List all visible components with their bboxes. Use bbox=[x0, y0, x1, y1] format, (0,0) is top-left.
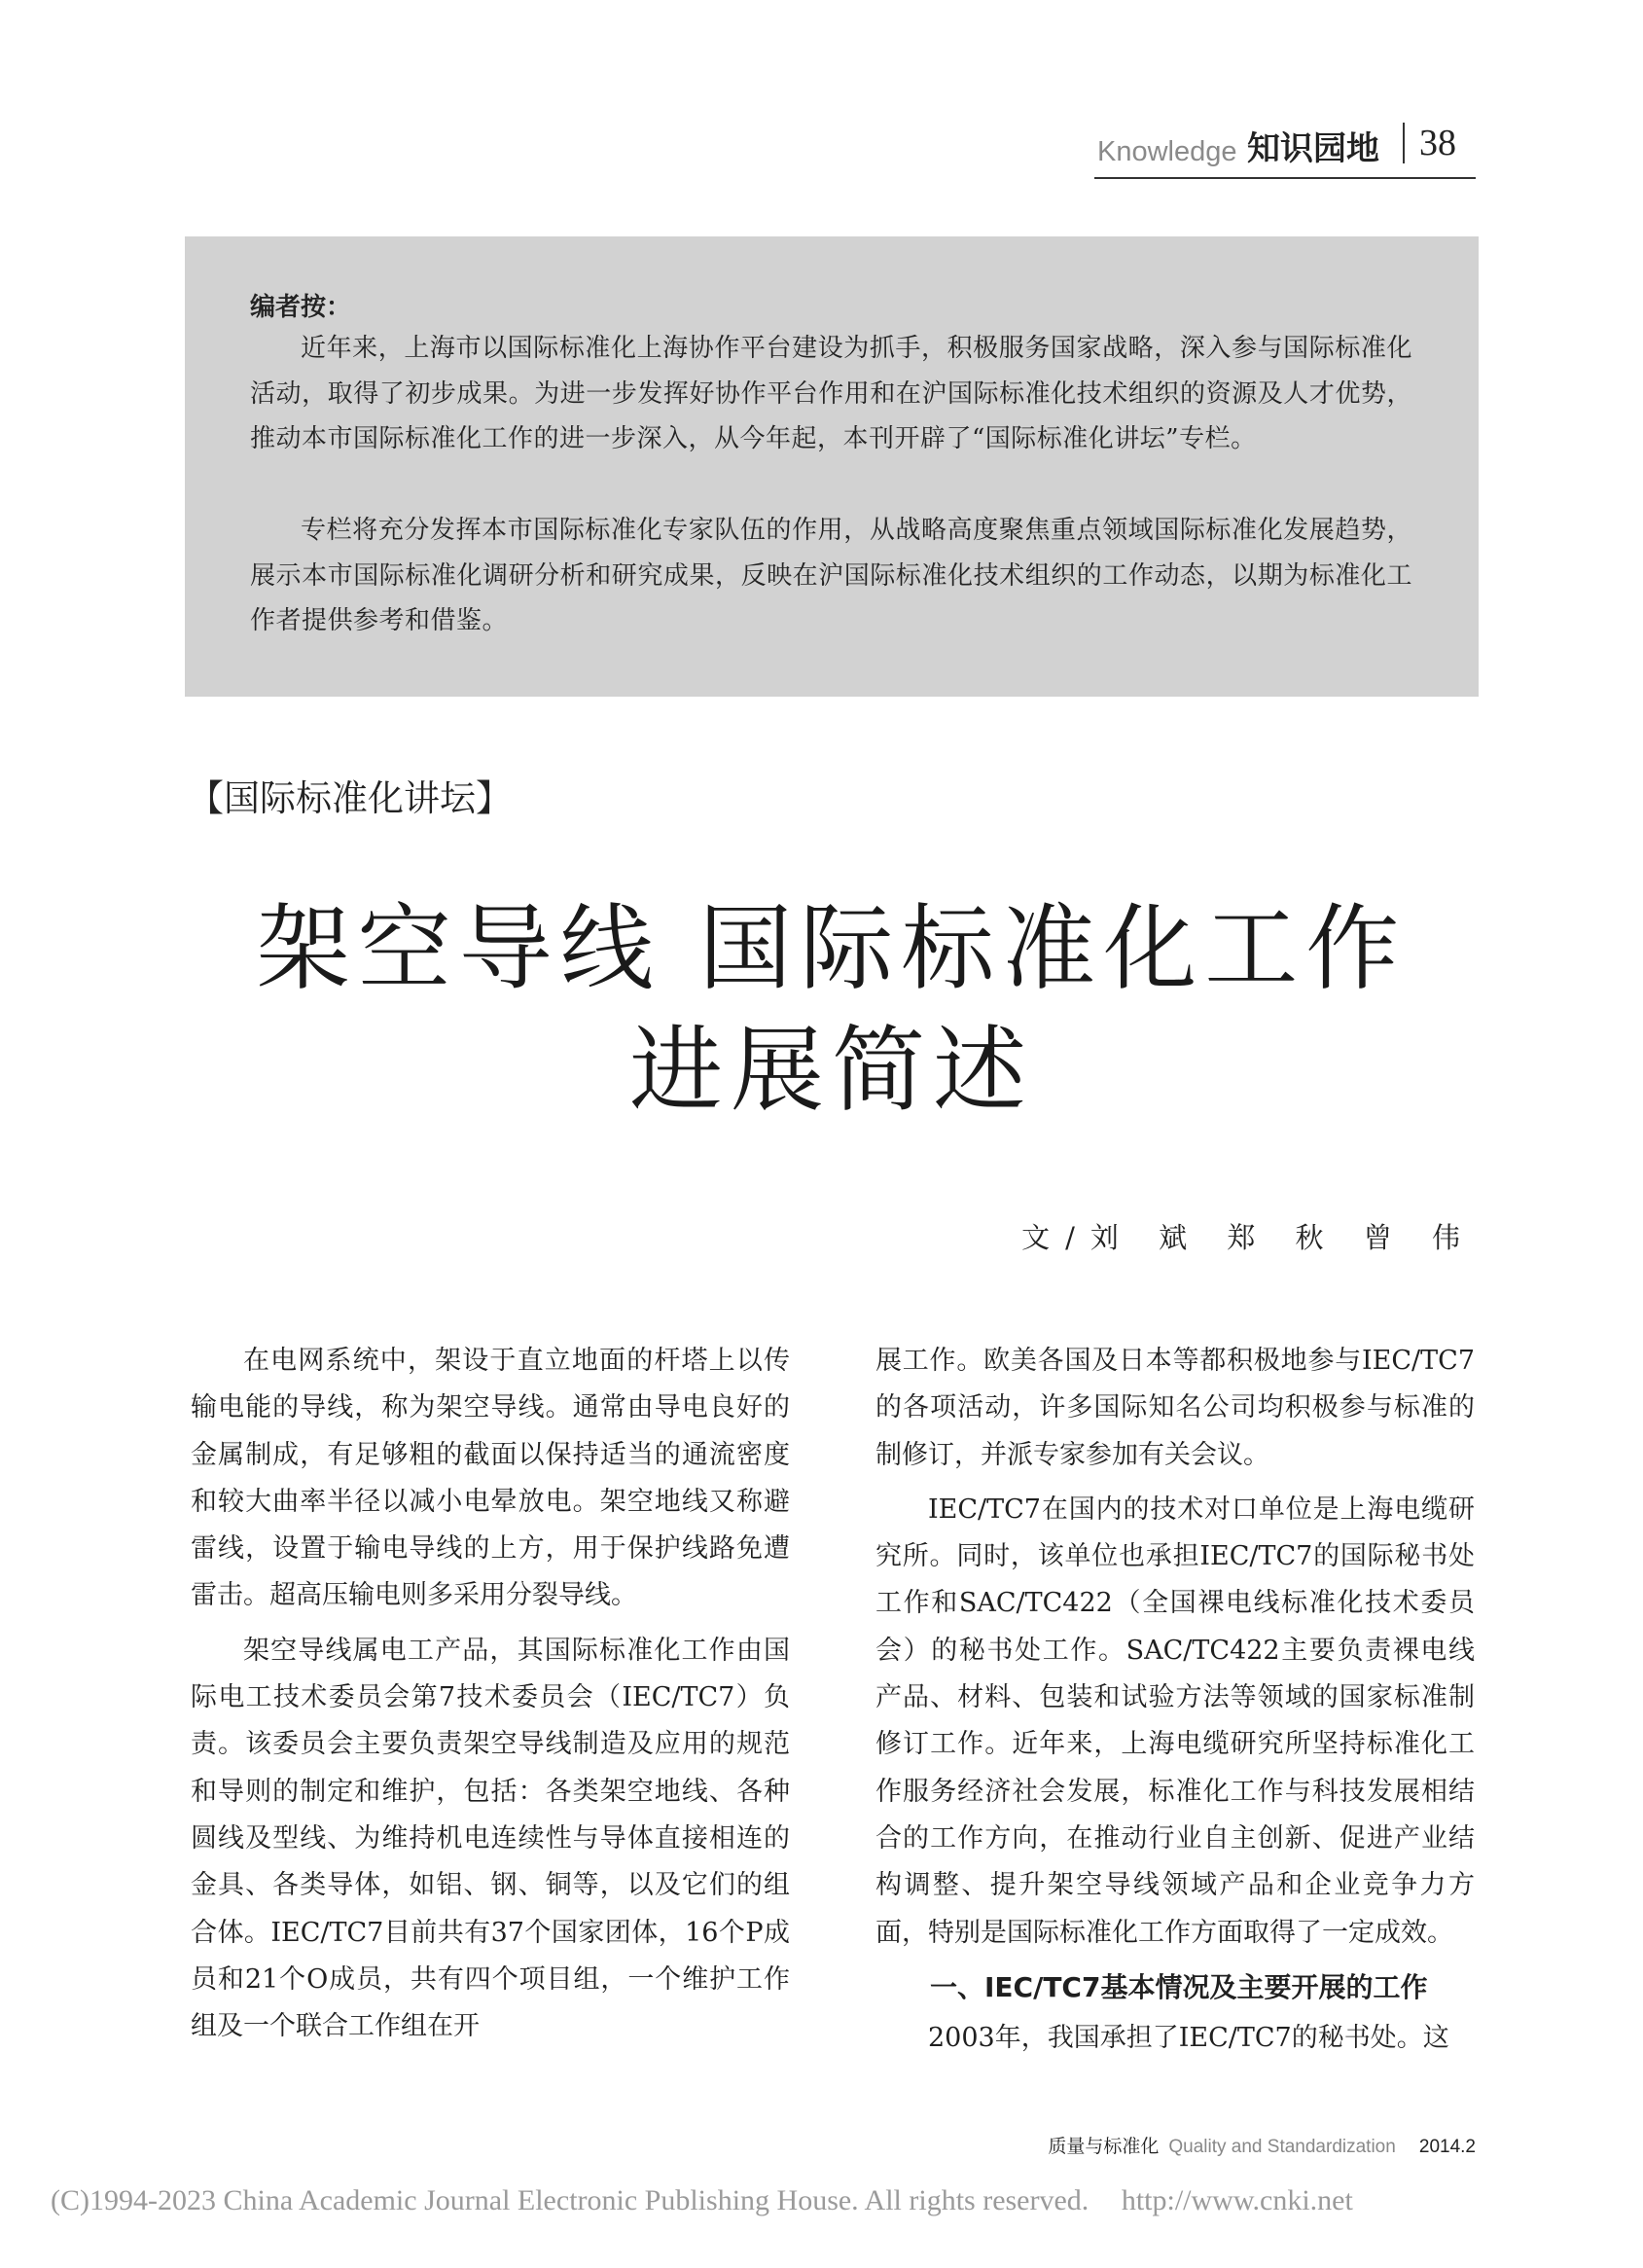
byline: 文/刘 斌 郑 秋 曾 伟 bbox=[1021, 1221, 1476, 1254]
copyright-url: http://www.cnki.net bbox=[1121, 2184, 1353, 2216]
footer-journal bbox=[1048, 2132, 1476, 2158]
article-title-line-1: 架空导线 国际标准化工作 bbox=[256, 894, 1408, 1003]
journal-issue: 2014.2 bbox=[1418, 2137, 1476, 2157]
journal-name-en: Quality and Standardization bbox=[1168, 2137, 1396, 2157]
body-paragraph: 在电网系统中，架设于直立地面的杆塔上以传输电能的导线，称为架空导线。通常由导电良好的金属制成，有足够粗的截面以保持适当的通流密度和较大曲率半径以减小电晕放电。架空地线又称避雷线，设置于输电导线的上方，用于保护线路免遭雷击。超高压输电则多采用分裂导线。 bbox=[191, 1346, 790, 1611]
page-header bbox=[1094, 115, 1476, 179]
editor-note-title: 编者按： bbox=[250, 293, 352, 322]
body-column-right bbox=[875, 1338, 1475, 2070]
body-paragraph: 架空导线属电工产品，其国际标准化工作由国际电工技术委员会第7技术委员会（IEC/TC7）负责。该委员会主要负责架空导线制造及应用的规范和导则的制定和维护，包括：各类架空地线、各种圆线及型线、为维持机电连续性与导体直接相连的金具、各类导体，如铝、钢、铜等，以及它们的组合体。IEC/TC7目前共有37个国家团体，16个P成员和21个O成员，共有四个项目组，一个维护工作组及一个联合工作组在开 bbox=[191, 1635, 790, 2042]
page-number: 38 bbox=[1419, 123, 1456, 163]
header-english-label: Knowledge bbox=[1097, 136, 1237, 167]
journal-name-cn: 质量与标准化 bbox=[1048, 2136, 1160, 2157]
editor-note-paragraph: 专栏将充分发挥本市国际标准化专家队伍的作用，从战略高度聚焦重点领域国际标准化发展趋势，展示本市国际标准化调研分析和研究成果，反映在沪国际标准化技术组织的工作动态，以期为标准化工作者提供参考和借鉴。 bbox=[250, 516, 1412, 635]
header-section-title: 知识园地 bbox=[1247, 129, 1379, 168]
body-paragraph-continued: 展工作。欧美各国及日本等都积极地参与IEC/TC7的各项活动，许多国际知名公司均积极参与标准的制修订，并派专家参加有关会议。 bbox=[875, 1346, 1475, 1470]
copyright-notice bbox=[51, 2184, 1353, 2217]
editor-note-paragraph: 近年来，上海市以国际标准化上海协作平台建设为抓手，积极服务国家战略，深入参与国际标准化活动，取得了初步成果。为进一步发挥好协作平台作用和在沪国际标准化技术组织的资源及人才优势，推动本市国际标准化工作的进一步深入，从今年起，本刊开辟了“国际标准化讲坛”专栏。 bbox=[250, 334, 1412, 453]
article-title-line-2: 进展简述 bbox=[629, 1016, 1034, 1125]
column-tag: 【国际标准化讲坛】 bbox=[188, 777, 512, 819]
editor-note-box bbox=[185, 236, 1479, 697]
copyright-text: (C)1994-2023 China Academic Journal Electronic Publishing House. All rights reserved. bbox=[51, 2184, 1089, 2216]
body-paragraph: 2003年，我国承担了IEC/TC7的秘书处。这 bbox=[928, 2023, 1449, 2054]
header-divider bbox=[1403, 123, 1405, 163]
section-heading: 一、IEC/TC7基本情况及主要开展的工作 bbox=[930, 1970, 1428, 2003]
body-paragraph: IEC/TC7在国内的技术对口单位是上海电缆研究所。同时，该单位也承担IEC/TC7的国际秘书处工作和SAC/TC422（全国裸电线标准化技术委员会）的秘书处工作。SAC/TC422主要负责裸电线产品、材料、包装和试验方法等领域的国家标准制修订工作。近年来，上海电缆研究所坚持标准化工作服务经济社会发展，标准化工作与科技发展相结合的工作方向，在推动行业自主创新、促进产业结构调整、提升架空导线领域产品和企业竞争力方面，特别是国际标准化工作方面取得了一定成效。 bbox=[875, 1494, 1475, 1948]
body-column-left bbox=[191, 1338, 790, 2058]
